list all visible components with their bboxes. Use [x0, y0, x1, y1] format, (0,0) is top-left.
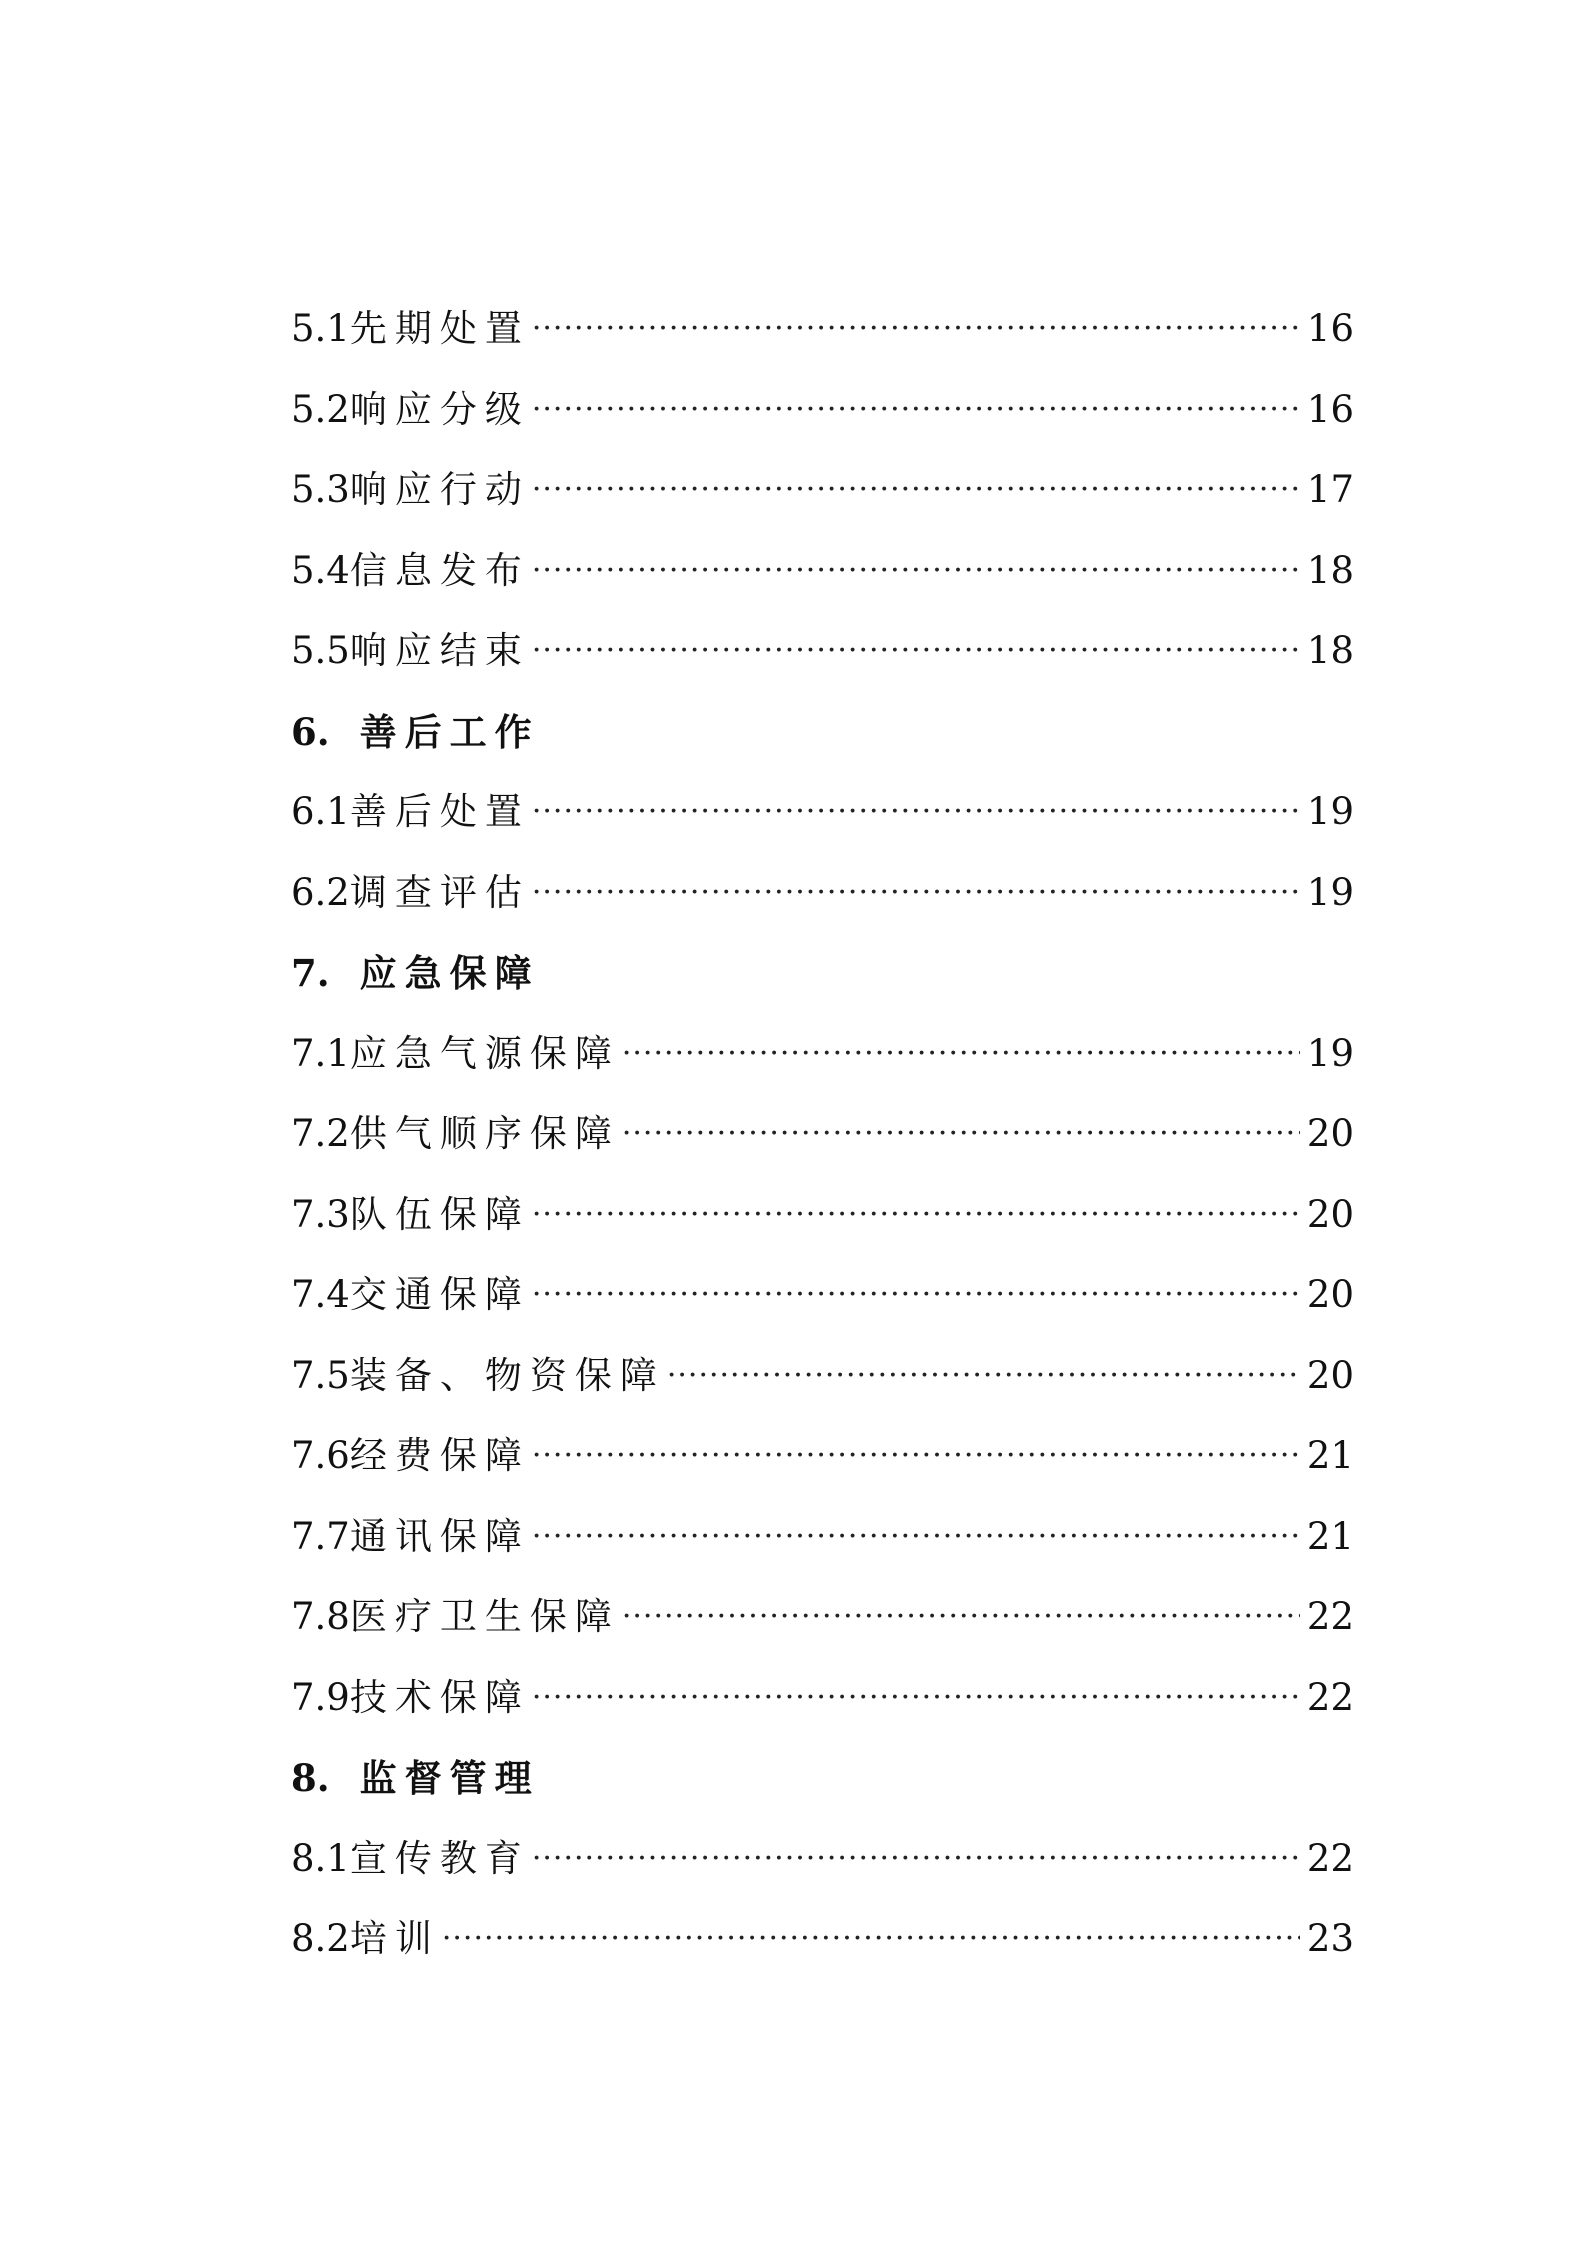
toc-entry-page: 20 — [1306, 1112, 1354, 1155]
toc-entry-page: 18 — [1306, 548, 1354, 592]
toc-entry-page: 23 — [1306, 1917, 1354, 1960]
toc-section-title: 善后工作 — [359, 709, 540, 754]
toc-entry-number: 7.6 — [291, 1434, 350, 1477]
toc-entry[interactable] — [291, 853, 1354, 934]
toc-entry[interactable] — [291, 1255, 1354, 1336]
toc-entry-page: 19 — [1306, 790, 1354, 833]
toc-entry-title: 先期处置 — [349, 307, 530, 350]
toc-entry[interactable] — [291, 1819, 1354, 1900]
toc-entry-number: 7.1 — [291, 1031, 350, 1075]
toc-entry-number: 7.2 — [291, 1112, 350, 1155]
toc-entry-page: 19 — [1306, 870, 1354, 914]
dot-leader — [532, 1819, 1300, 1900]
toc-entry[interactable] — [291, 1899, 1354, 1980]
toc-entry[interactable] — [291, 1336, 1354, 1417]
toc-entry-page: 19 — [1306, 1031, 1354, 1075]
toc-entry-title: 技术保障 — [349, 1675, 530, 1719]
toc-entry[interactable] — [291, 1577, 1354, 1658]
toc-entry-number: 7.7 — [291, 1514, 350, 1558]
toc-section-number: 8. — [291, 1756, 330, 1800]
toc-entry-page: 21 — [1306, 1434, 1354, 1477]
toc-entry-title: 供气顺序保障 — [349, 1112, 620, 1155]
toc-entry-page: 16 — [1306, 387, 1354, 431]
toc-entry-title: 响应分级 — [349, 387, 530, 431]
toc-entry[interactable] — [291, 1175, 1354, 1256]
table-of-contents — [291, 289, 1354, 1980]
toc-section-number: 7. — [291, 951, 330, 995]
toc-entry-page: 17 — [1306, 468, 1354, 511]
toc-entry-number: 5.3 — [291, 468, 350, 511]
toc-section-number: 6. — [291, 709, 330, 754]
toc-entry-title: 通讯保障 — [349, 1514, 530, 1558]
dot-leader — [622, 1094, 1300, 1175]
toc-entry[interactable] — [291, 289, 1354, 370]
dot-leader — [532, 1497, 1300, 1578]
toc-section-title: 应急保障 — [359, 951, 540, 995]
toc-entry-number: 6.2 — [291, 870, 350, 914]
dot-leader — [442, 1899, 1300, 1980]
dot-leader — [532, 1175, 1300, 1256]
dot-leader — [532, 1416, 1300, 1497]
toc-entry-page: 22 — [1306, 1595, 1354, 1638]
toc-entry[interactable] — [291, 611, 1354, 692]
toc-entry-title: 队伍保障 — [349, 1192, 530, 1236]
toc-entry-number: 5.2 — [291, 387, 350, 431]
toc-entry-number: 7.9 — [291, 1675, 350, 1719]
toc-entry-title: 响应结束 — [349, 629, 530, 672]
dot-leader — [532, 1255, 1300, 1336]
dot-leader — [532, 611, 1300, 692]
dot-leader — [532, 450, 1300, 531]
toc-entry[interactable] — [291, 1094, 1354, 1175]
toc-entry-title: 调查评估 — [349, 870, 530, 914]
toc-entry-page: 18 — [1306, 629, 1354, 672]
toc-entry-page: 20 — [1306, 1353, 1354, 1397]
toc-entry[interactable] — [291, 450, 1354, 531]
toc-section-heading[interactable] — [291, 1738, 1354, 1819]
dot-leader — [532, 1658, 1300, 1739]
toc-entry-number: 7.8 — [291, 1595, 350, 1638]
toc-entry-title: 善后处置 — [349, 790, 530, 833]
toc-entry-number: 7.5 — [291, 1353, 350, 1397]
toc-entry[interactable] — [291, 772, 1354, 853]
toc-entry-page: 16 — [1306, 307, 1354, 350]
toc-entry-number: 8.1 — [291, 1836, 350, 1880]
toc-entry[interactable] — [291, 531, 1354, 612]
toc-entry-number: 7.4 — [291, 1273, 350, 1316]
toc-entry-number: 5.5 — [291, 629, 350, 672]
toc-entry-number: 7.3 — [291, 1192, 350, 1236]
toc-entry[interactable] — [291, 1658, 1354, 1739]
toc-entry-page: 22 — [1306, 1675, 1354, 1719]
toc-entry[interactable] — [291, 1497, 1354, 1578]
toc-entry-number: 8.2 — [291, 1917, 350, 1960]
dot-leader — [532, 531, 1300, 612]
toc-entry-page: 22 — [1306, 1836, 1354, 1880]
dot-leader — [667, 1336, 1300, 1417]
toc-entry-title: 交通保障 — [349, 1273, 530, 1316]
toc-section-title: 监督管理 — [359, 1756, 540, 1800]
toc-entry-title: 宣传教育 — [349, 1836, 530, 1880]
toc-entry[interactable] — [291, 1416, 1354, 1497]
toc-entry[interactable] — [291, 370, 1354, 451]
toc-entry-title: 经费保障 — [349, 1434, 530, 1477]
toc-entry-page: 20 — [1306, 1273, 1354, 1316]
dot-leader — [532, 289, 1300, 370]
toc-entry-title: 装备、物资保障 — [349, 1353, 665, 1397]
dot-leader — [532, 772, 1300, 853]
toc-entry-number: 6.1 — [291, 790, 350, 833]
toc-entry-title: 应急气源保障 — [349, 1031, 620, 1075]
dot-leader — [532, 853, 1300, 934]
toc-entry-title: 响应行动 — [349, 468, 530, 511]
toc-entry-page: 21 — [1306, 1514, 1354, 1558]
dot-leader — [622, 1577, 1300, 1658]
toc-entry-number: 5.1 — [291, 307, 350, 350]
toc-entry-title: 医疗卫生保障 — [349, 1595, 620, 1638]
dot-leader — [532, 370, 1300, 451]
toc-entry-title: 培训 — [349, 1917, 440, 1960]
toc-section-heading[interactable] — [291, 933, 1354, 1014]
dot-leader — [622, 1014, 1300, 1095]
toc-entry-title: 信息发布 — [349, 548, 530, 592]
toc-entry-number: 5.4 — [291, 548, 350, 592]
toc-entry-page: 20 — [1306, 1192, 1354, 1236]
toc-section-heading[interactable] — [291, 692, 1354, 773]
toc-entry[interactable] — [291, 1014, 1354, 1095]
